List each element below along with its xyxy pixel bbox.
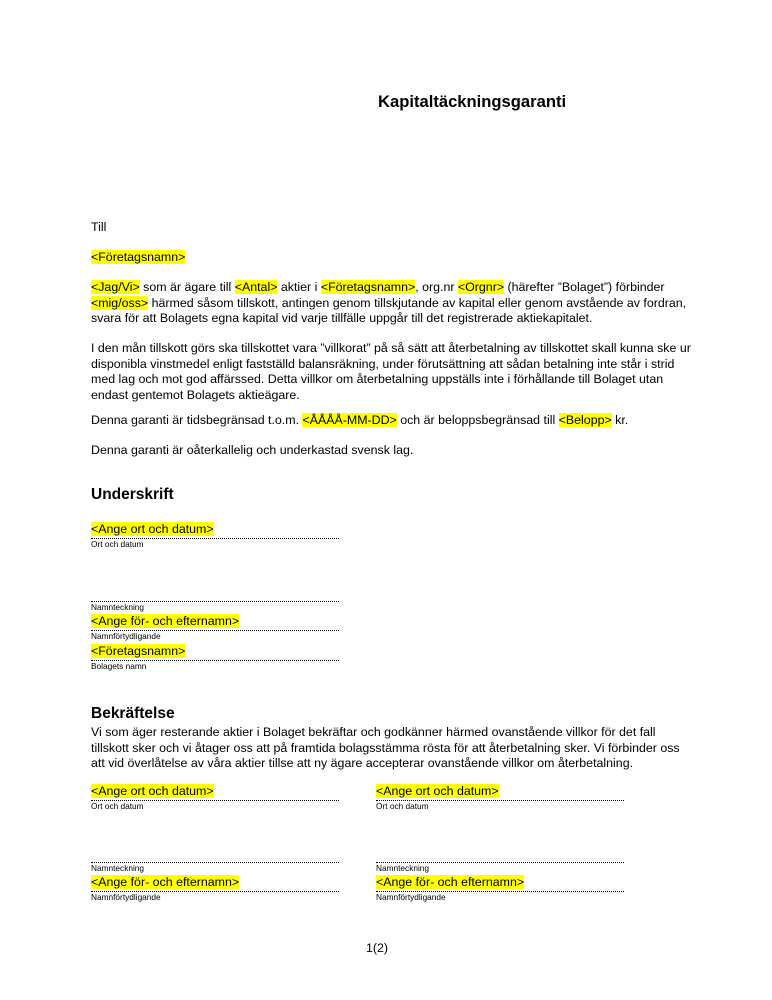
place-date-value: <Ange ort och datum> xyxy=(91,522,214,536)
company-placeholder: <Företagsnamn> xyxy=(91,250,186,264)
limitation-paragraph: Denna garanti är tidsbegränsad t.o.m. <ÅÅÅÅ-MM-DD> och är beloppsbegränsad till <Belopp> kr. xyxy=(91,413,629,427)
recipient-company xyxy=(91,250,185,266)
guarantee-paragraph: <Jag/Vi> som är ägare till <Antal> aktier i <Företagsnamn>, org.nr <Orgnr> (härefter ”Bolaget”) förbinder <mig/oss> härmed såsom tillskott, antingen genom tillskjutande av kapital eller genom avstående av fordran, svara för att Bolagets egna kapital vid varje tillfälle uppgår till det registrerade aktiekapitalet. xyxy=(91,280,687,326)
name-value: <Ange för- och efternamn> xyxy=(91,875,240,889)
placeholder-jag-vi: <Jag/Vi> xyxy=(91,280,140,294)
confirmation-left-place-date-field[interactable] xyxy=(91,784,339,812)
confirmation-left-signature-field[interactable] xyxy=(91,846,339,874)
document-title: Kapitaltäckningsgaranti xyxy=(378,92,567,111)
confirmation-heading: Bekräftelse xyxy=(91,705,175,722)
place-date-caption: Ort och datum xyxy=(376,801,429,811)
signature-field[interactable] xyxy=(91,585,339,613)
placeholder-belopp: <Belopp> xyxy=(558,413,612,427)
placeholder-antal: <Antal> xyxy=(234,280,278,294)
law-paragraph: Denna garanti är oåterkallelig och underkastad svensk lag. xyxy=(91,443,414,457)
place-date-caption: Ort och datum xyxy=(91,801,144,811)
signature-caption: Namnteckning xyxy=(376,863,430,873)
signature-heading: Underskrift xyxy=(91,486,174,503)
signature-name-field[interactable] xyxy=(91,614,339,642)
placeholder-date: <ÅÅÅÅ-MM-DD> xyxy=(302,413,397,427)
place-date-value: <Ange ort och datum> xyxy=(376,784,499,798)
confirmation-left-name-field[interactable] xyxy=(91,875,339,903)
signature-company-field[interactable] xyxy=(91,644,339,672)
condition-paragraph: I den mån tillskott görs ska tillskottet vara ”villkorat” på så sätt att återbetalning av tillskottet skall kunna ske ur disponibla vinstmedel enligt fastställd balansräkning, under förutsättning att sådan betalning inte står i strid med lag och mot god affärssed. Detta villkor om återbetalning uppställs inte i förhållande till Bolaget utan endast gentemot Bolagets aktieägare. xyxy=(91,341,691,402)
name-caption: Namnförtydligande xyxy=(91,631,161,641)
confirmation-right-signature-field[interactable] xyxy=(376,846,624,874)
name-value: <Ange för- och efternamn> xyxy=(91,614,240,628)
confirmation-paragraph: Vi som äger resterande aktier i Bolaget bekräftar och godkänner härmed ovanstående villkor för det fall tillskott sker och vi åtager oss att på framtida bolagsstämma rösta för att återbetalning sker. Vi förbinder oss att vid överlåtelse av våra aktier tillse att ny ägare accepterar ovanstående villkor om återbetalning. xyxy=(91,725,680,771)
page-number: 1(2) xyxy=(366,941,389,955)
company-value: <Företagsnamn> xyxy=(91,644,186,658)
name-caption: Namnförtydligande xyxy=(376,892,446,902)
placeholder-orgnr: <Orgnr> xyxy=(457,280,505,294)
name-value: <Ange för- och efternamn> xyxy=(376,875,525,889)
placeholder-foretagsnamn: <Företagsnamn> xyxy=(320,280,416,294)
recipient-label: Till xyxy=(91,220,107,234)
company-caption: Bolagets namn xyxy=(91,661,147,671)
name-caption: Namnförtydligande xyxy=(91,892,161,902)
place-date-value: <Ange ort och datum> xyxy=(91,784,214,798)
signature-caption: Namnteckning xyxy=(91,863,145,873)
signature-place-date-field[interactable] xyxy=(91,522,339,550)
signature-caption: Namnteckning xyxy=(91,602,145,612)
confirmation-right-place-date-field[interactable] xyxy=(376,784,624,812)
confirmation-right-name-field[interactable] xyxy=(376,875,624,903)
placeholder-mig-oss: <mig/oss> xyxy=(91,295,149,310)
place-date-caption: Ort och datum xyxy=(91,539,144,549)
